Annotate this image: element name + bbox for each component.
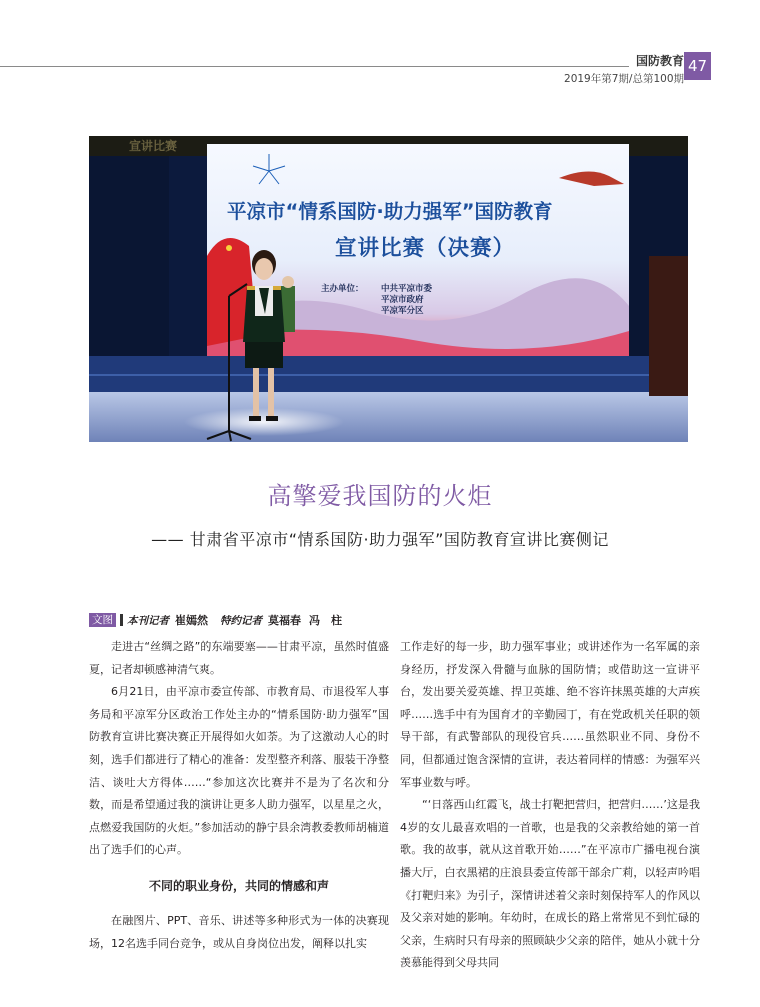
header-issue-info: 2019年第7期/总第100期 <box>564 73 684 85</box>
stage-organizer-2: 平凉市政府 <box>381 295 424 305</box>
byline-role-staff: 本刊记者 <box>127 614 169 627</box>
body-paragraph: “‘日落西山红霞飞，战士打靶把营归，把营归……’这是我4岁的女儿最喜欢唱的一首歌，也是我的父亲教给她的第一首歌。我的故事，就从这首歌开始……”在平凉市广播电视台演播大厅，白衣黑裙的庄浪县委宣传部干部余广莉，以轻声吟唱《打靶归来》为引子，深情讲述着父亲时刻保持军人的作风以及父亲对她的影响。年幼时，在成长的路上常常见不到忙碌的父亲，生病时只有母亲的照顾缺少父亲的陪伴，她从小就十分羡慕能得到父母共同 <box>400 798 700 970</box>
body-column-right <box>400 636 700 975</box>
body-paragraph: 在融图片、PPT、音乐、讲述等多种形式为一体的决赛现场，12名选手同台竞争，或从自身岗位出发，阐释以扎实 <box>89 913 389 950</box>
page-number-badge: 47 <box>684 52 711 80</box>
byline-name-special-2: 冯 柱 <box>309 614 342 627</box>
byline-name-staff: 崔嫣然 <box>175 614 208 627</box>
byline-role-special: 特约记者 <box>220 614 262 627</box>
byline-name-special-1: 莫福春 <box>268 614 301 627</box>
section-heading: 不同的职业身份，共同的情感和声 <box>148 878 329 893</box>
stage-organizer-3: 平凉军分区 <box>381 306 424 316</box>
article-title: 高擎爱我国防的火炬 <box>267 482 493 510</box>
byline-tag: 文图 <box>89 613 116 627</box>
stage-organizer-1: 中共平凉市委 <box>381 284 433 294</box>
body-paragraph: 走进古“丝绸之路”的东端要塞——甘肃平凉，虽然时值盛夏，记者却顿感神清气爽。 <box>89 640 389 676</box>
stage-organizer-label: 主办单位： <box>321 284 364 294</box>
body-paragraph: 工作走好的每一步，助力强军事业；或讲述作为一名军属的亲身经历，抒发深入骨髓与血脉的国防情；或借助这一宣讲平台，发出要关爱英雄、捍卫英雄、绝不容许抹黑英雄的大声疾呼……选手中有为国育才的辛勤园丁，有在党政机关任职的领导干部，有武警部队的现役官兵……虽然职业不同、身份不同，但都通过饱含深情的宣讲，表达着同样的情感：为强军兴军事业数与呼。 <box>400 640 700 789</box>
header-section-name: 国防教育 <box>635 54 684 68</box>
byline-divider <box>120 614 123 626</box>
article-subtitle: —— 甘肃省平凉市“情系国防·助力强军”国防教育宣讲比赛侧记 <box>151 530 609 549</box>
body-column-left <box>89 636 389 955</box>
body-paragraph: 6月21日，由平凉市委宣传部、市教育局、市退役军人事务局和平凉军分区政治工作处主办的“情系国防·助力强军”国防教育宣讲比赛决赛正开展得如火如荼。为了这激动人心的时刻，选手们都进行了精心的准备：发型整齐利落、服装干净整洁、谈吐大方得体……“参加这次比赛并不是为了名次和分数，而是希望通过我的演讲让更多人助力强军，以星星之火，点燃爱我国防的火炬。”参加活动的静宁县余湾教委教师胡楠道出了选手们的心声。 <box>89 685 389 857</box>
article-photo <box>89 136 688 442</box>
byline <box>89 612 354 628</box>
photo-banner-text: 宣讲比赛 <box>129 139 178 153</box>
stage-title-line1: 平凉市“情系国防·助力强军”国防教育 <box>227 200 553 223</box>
header-rule <box>0 66 629 67</box>
stage-title-line2: 宣讲比赛（决赛） <box>335 236 516 261</box>
